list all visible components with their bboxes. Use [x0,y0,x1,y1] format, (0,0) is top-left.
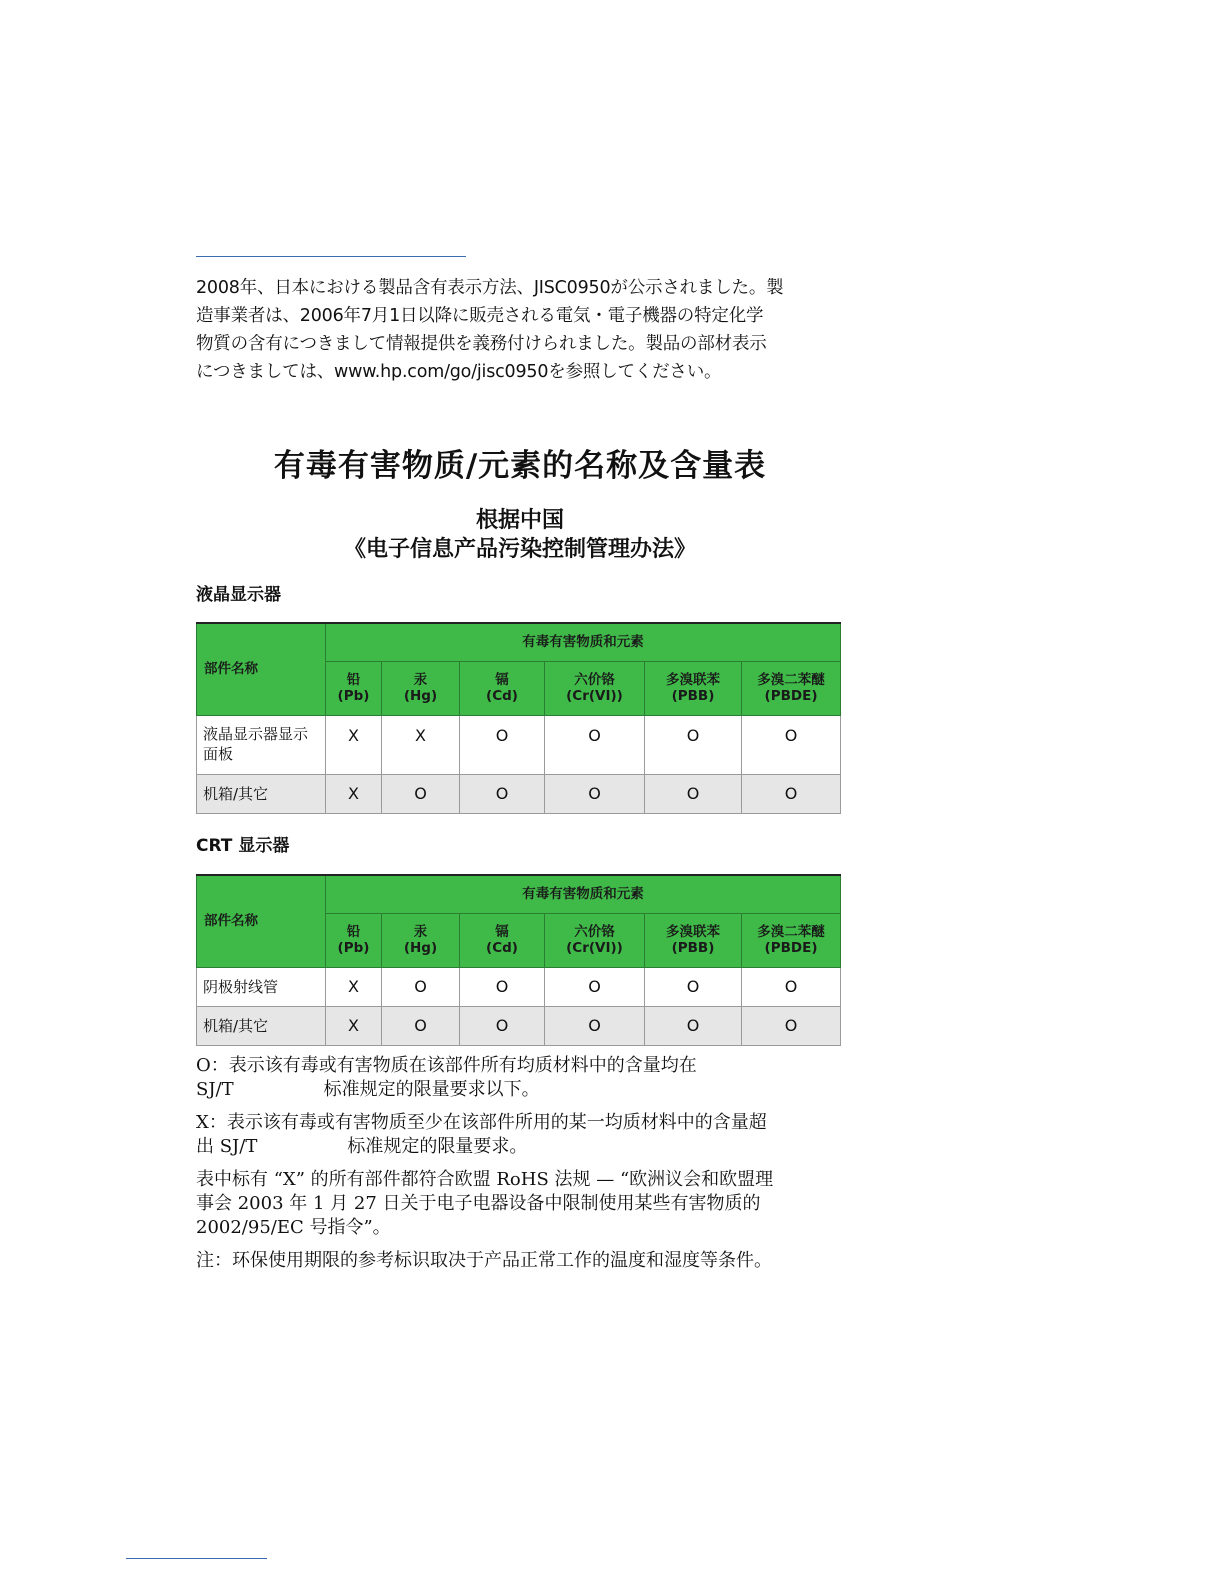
part-name-header: 部件名称 [197,875,326,967]
value-cell: O [460,967,545,1006]
hazard-table-crt [196,874,841,1046]
section-label-crt: CRT 显示器 [196,836,290,856]
value-cell: X [326,715,382,774]
jp-line: につきましては、www.hp.com/go/jisc0950を参照してください。 [196,362,722,382]
column-header: 汞 (Hg) [382,913,460,967]
value-cell: O [742,1006,841,1045]
part-name-cell: 机箱/其它 [197,1006,326,1045]
value-cell: O [382,774,460,813]
note-o: O：表示该有毒或有害物质在该部件所有均质材料中的含量均在 SJ/T 标准规定的限量要求以下。 [196,1055,697,1100]
note-x: X：表示该有毒或有害物质至少在该部件所用的某一均质材料中的含量超 出 SJ/T 标准规定的限量要求。 [196,1112,767,1157]
column-header: 汞 (Hg) [382,661,460,715]
value-cell: X [326,774,382,813]
jisc-paragraph [196,274,784,386]
column-header: 六价铬 (Cr(VI)) [545,913,645,967]
value-cell: O [645,715,742,774]
part-name-header: 部件名称 [197,623,326,715]
table-row [197,967,841,1006]
note-epup: 注：环保使用期限的参考标识取决于产品正常工作的温度和湿度等条件。 [196,1250,772,1271]
value-cell: O [645,774,742,813]
value-cell: O [742,715,841,774]
substance-group-header: 有毒有害物质和元素 [326,875,841,913]
value-cell: O [645,1006,742,1045]
column-header: 多溴二苯醚 (PBDE) [742,913,841,967]
note-rohs: 表中标有 “X” 的所有部件都符合欧盟 RoHS 法规 — “欧洲议会和欧盟理 事会 2003 年 1 月 27 日关于电子电器设备中限制使用某些有害物质的 2002/95/EC 号指令”。 [196,1169,774,1238]
value-cell: O [382,967,460,1006]
value-cell: O [742,774,841,813]
column-header: 铅 (Pb) [326,913,382,967]
page-subtitle [150,506,890,564]
part-name-cell: 机箱/其它 [197,774,326,813]
column-header: 多溴二苯醚 (PBDE) [742,661,841,715]
value-cell: X [326,1006,382,1045]
value-cell: O [545,967,645,1006]
table-row [197,1006,841,1045]
value-cell: O [382,1006,460,1045]
value-cell: O [742,967,841,1006]
jp-line: 物質の含有につきまして情報提供を義務付けられました。製品の部材表示 [196,334,767,354]
column-header: 镉 (Cd) [460,913,545,967]
part-name-cell: 阴极射线管 [197,967,326,1006]
table-row [197,715,841,774]
column-header: 多溴联苯 (PBB) [645,913,742,967]
subtitle-line: 根据中国 [475,508,564,533]
column-header: 六价铬 (Cr(VI)) [545,661,645,715]
column-header: 多溴联苯 (PBB) [645,661,742,715]
table-row [197,774,841,813]
subtitle-line: 《电子信息产品污染控制管理办法》 [343,537,696,562]
column-header: 铅 (Pb) [326,661,382,715]
value-cell: O [460,774,545,813]
top-divider-line [196,256,466,257]
value-cell: O [545,774,645,813]
jp-line: 2008年、日本における製品含有表示方法、JISC0950が公示されました。製 [196,278,784,298]
page-title: 有毒有害物质/元素的名称及含量表 [273,448,767,484]
value-cell: O [460,1006,545,1045]
value-cell: O [460,715,545,774]
notes-section [196,1054,846,1282]
value-cell: O [545,1006,645,1045]
value-cell: O [645,967,742,1006]
section-label-lcd: 液晶显示器 [196,585,281,605]
value-cell: X [382,715,460,774]
footer-divider-line [126,1558,267,1559]
value-cell: O [545,715,645,774]
column-header: 镉 (Cd) [460,661,545,715]
value-cell: X [326,967,382,1006]
part-name-cell: 液晶显示器显示面板 [197,715,326,774]
jp-line: 造事業者は、2006年7月1日以降に販売される電気・電子機器の特定化学 [196,306,764,326]
hazard-table-lcd [196,622,841,814]
substance-group-header: 有毒有害物质和元素 [326,623,841,661]
